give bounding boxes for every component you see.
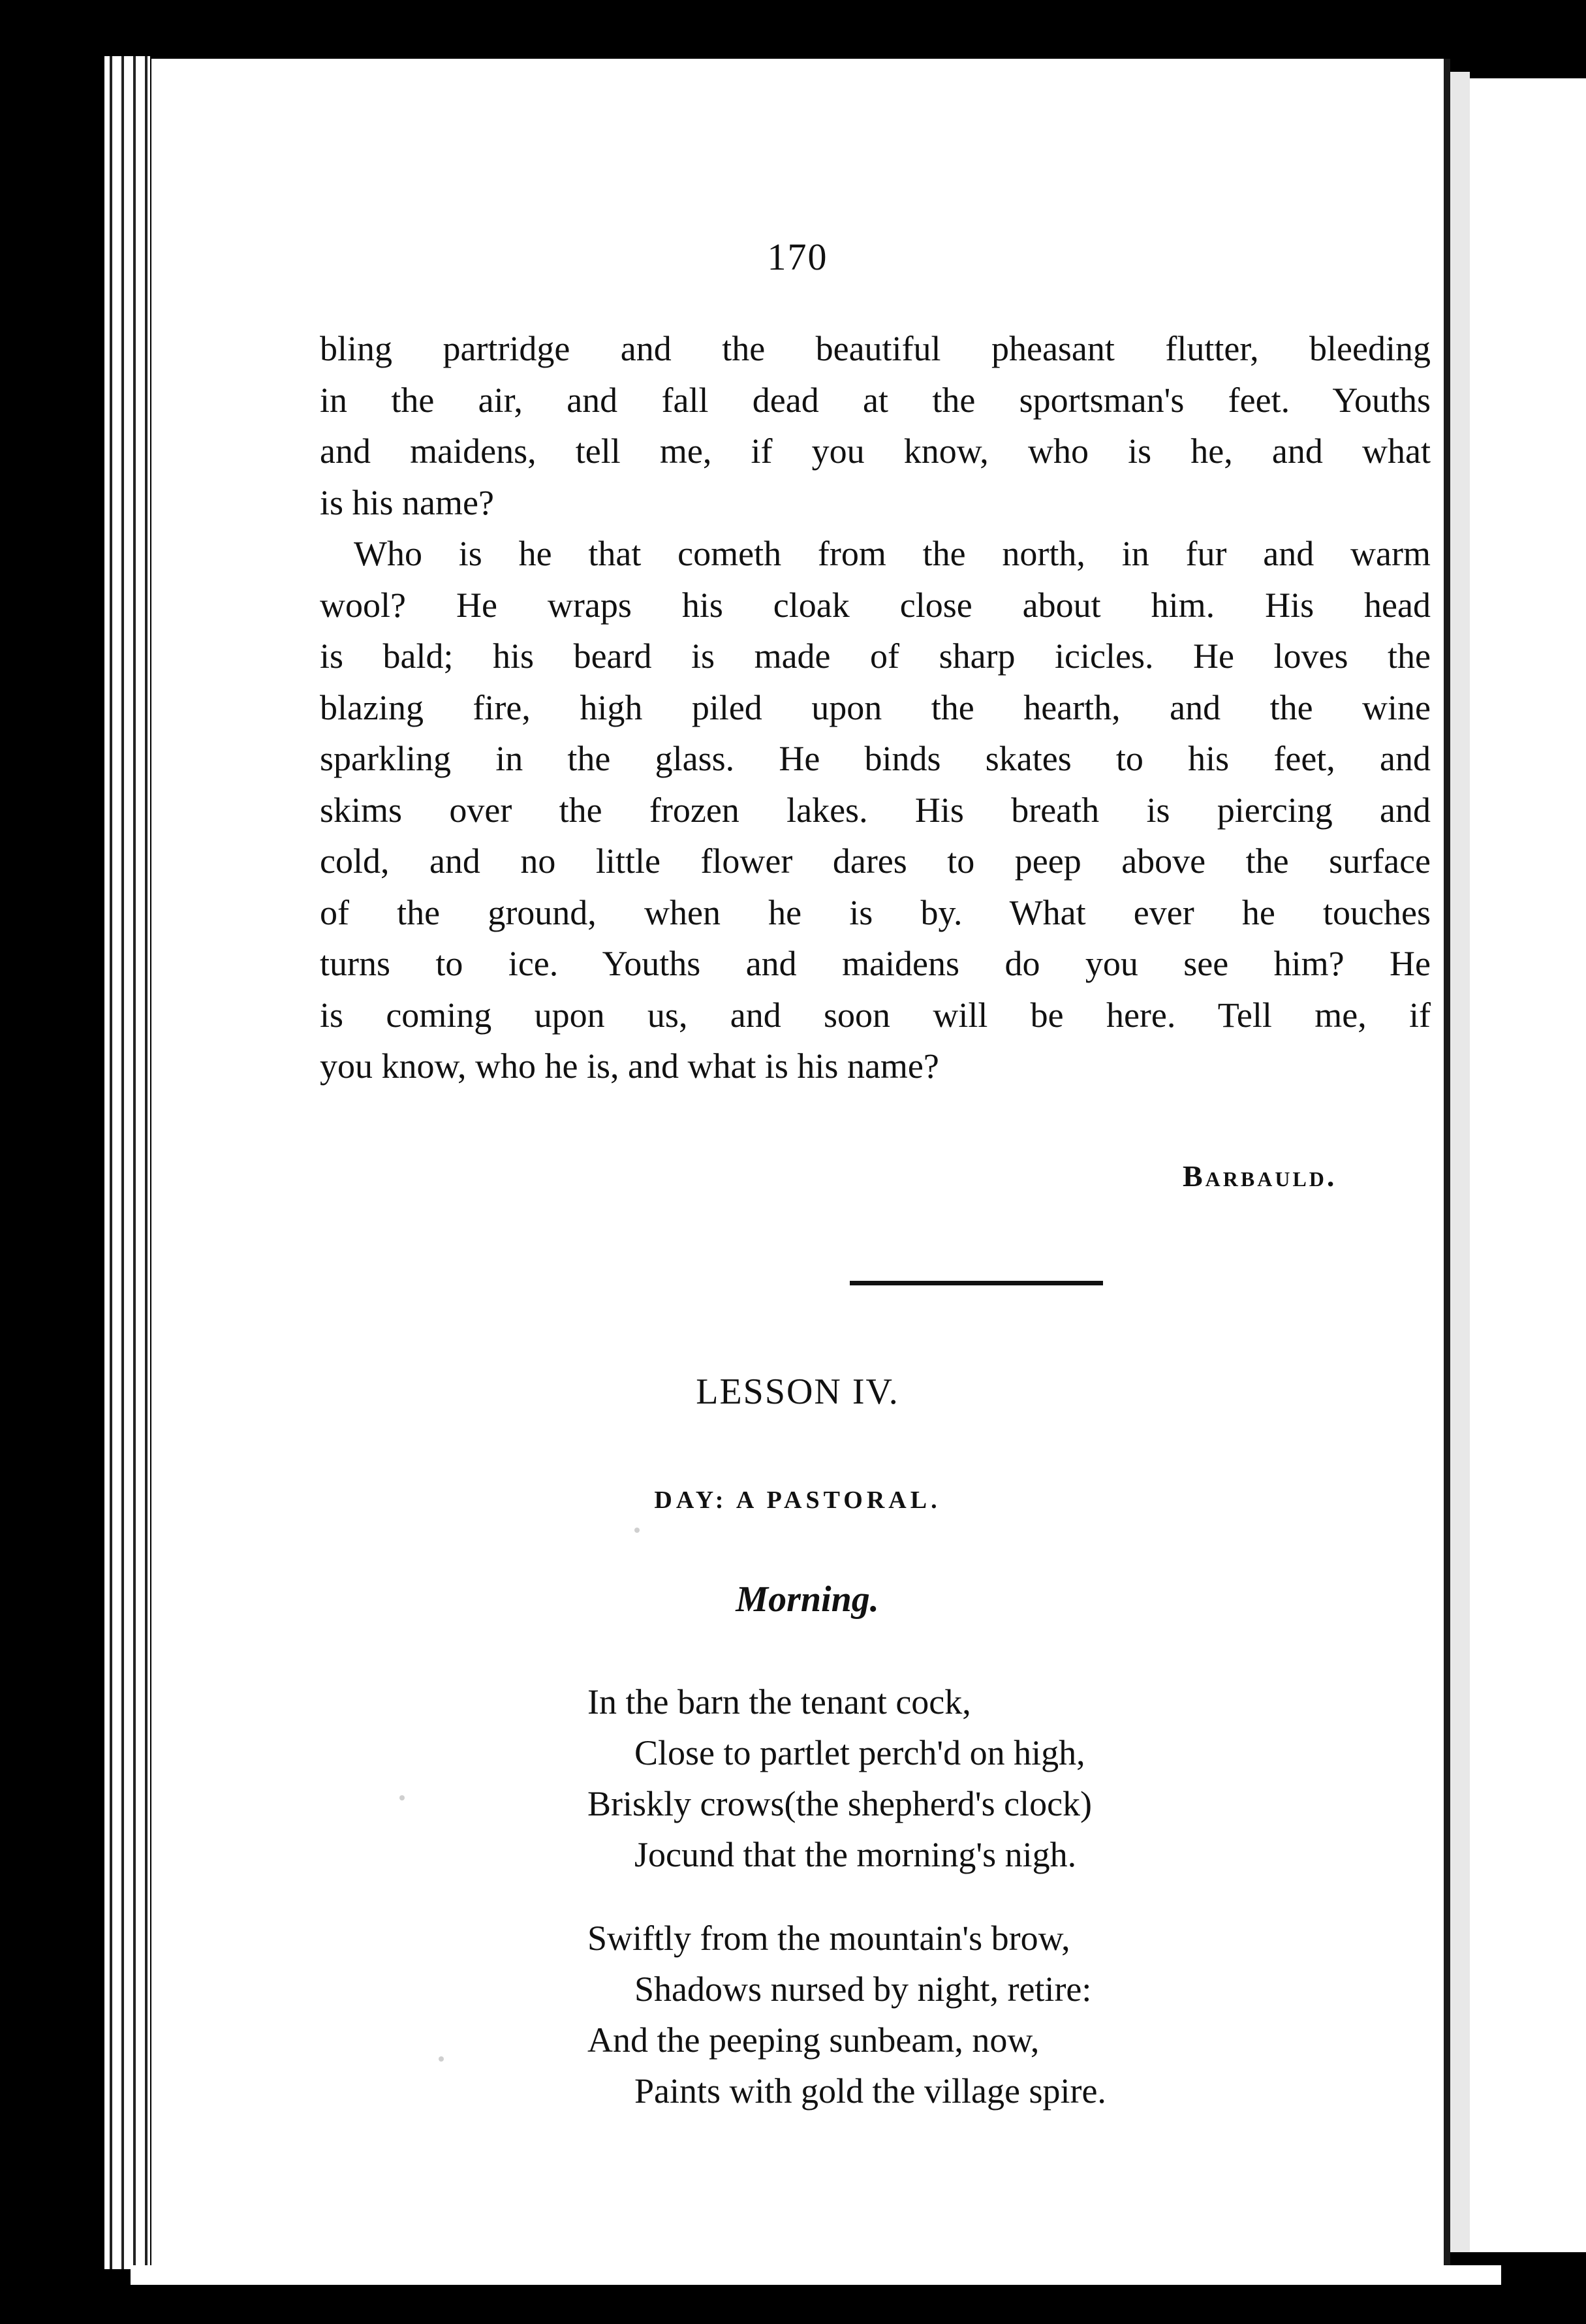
text-line: is his name? <box>320 482 494 522</box>
poem-line: Paints with gold the village spire. <box>634 2071 1106 2111</box>
poem-line: Close to partlet perch'd on high, <box>634 1733 1085 1772</box>
text-line: bling partridge and the beautiful pheasant flutter, bleeding <box>320 329 1431 368</box>
page-edge-line <box>133 56 136 2269</box>
poem-line: And the peeping sunbeam, now, <box>587 2020 1040 2060</box>
section-divider <box>850 1281 1103 1285</box>
poem-line: Briskly crows(the shepherd's clock) <box>587 1784 1093 1823</box>
ink-speck <box>399 1795 405 1800</box>
poem-line: Jocund that the morning's nigh. <box>634 1835 1077 1874</box>
text-line: wool? He wraps his cloak close about him. His head <box>320 585 1431 625</box>
text-line: blazing fire, high piled upon the hearth, and the wine <box>320 687 1431 727</box>
page-number: 170 <box>767 236 828 278</box>
lesson-title: LESSON IV. <box>696 1372 899 1412</box>
page-edge-line <box>110 56 112 2269</box>
text-line: sparkling in the glass. He binds skates to his feet, and <box>320 739 1431 778</box>
page-edge-line <box>121 56 124 2269</box>
text-line: turns to ice. Youths and maidens do you see him? He <box>320 944 1431 983</box>
prose-passage <box>320 323 1431 1092</box>
author-attribution: Barbauld. <box>1183 1159 1337 1193</box>
gutter-strip <box>1450 72 1470 2252</box>
lesson-subtitle: DAY: A PASTORAL. <box>654 1486 941 1514</box>
text-line: Who is he that cometh from the north, in fur and warm <box>354 534 1431 573</box>
poem-line: In the barn the tenant cock, <box>587 1682 971 1721</box>
poem-stanza <box>587 1913 1305 2116</box>
text-line: you know, who he is, and what is his name? <box>320 1046 939 1086</box>
page-bottom-edge <box>131 2265 1501 2285</box>
text-line: is coming upon us, and soon will be here. Tell me, if <box>320 995 1431 1035</box>
ink-speck <box>439 2056 444 2062</box>
text-line: skims over the frozen lakes. His breath is piercing and <box>320 790 1431 830</box>
ink-speck <box>634 1528 640 1533</box>
text-line: cold, and no little flower dares to peep above the surface <box>320 841 1431 881</box>
book-page <box>151 59 1450 2265</box>
poem <box>587 1676 1305 2149</box>
section-heading: Morning. <box>736 1579 879 1620</box>
poem-stanza <box>587 1676 1305 1880</box>
poem-line: Swiftly from the mountain's brow, <box>587 1919 1070 1958</box>
poem-line: Shadows nursed by night, retire: <box>634 1970 1092 2009</box>
text-line: is bald; his beard is made of sharp icicles. He loves the <box>320 636 1431 676</box>
text-line: in the air, and fall dead at the sportsman's feet. Youths <box>320 380 1431 420</box>
text-line: of the ground, when he is by. What ever he touches <box>320 892 1431 932</box>
facing-page-edge <box>1470 78 1586 2252</box>
text-line: and maidens, tell me, if you know, who is he, and what <box>320 432 1431 471</box>
page-edge-line <box>145 56 148 2269</box>
book-page-edges <box>104 56 150 2269</box>
